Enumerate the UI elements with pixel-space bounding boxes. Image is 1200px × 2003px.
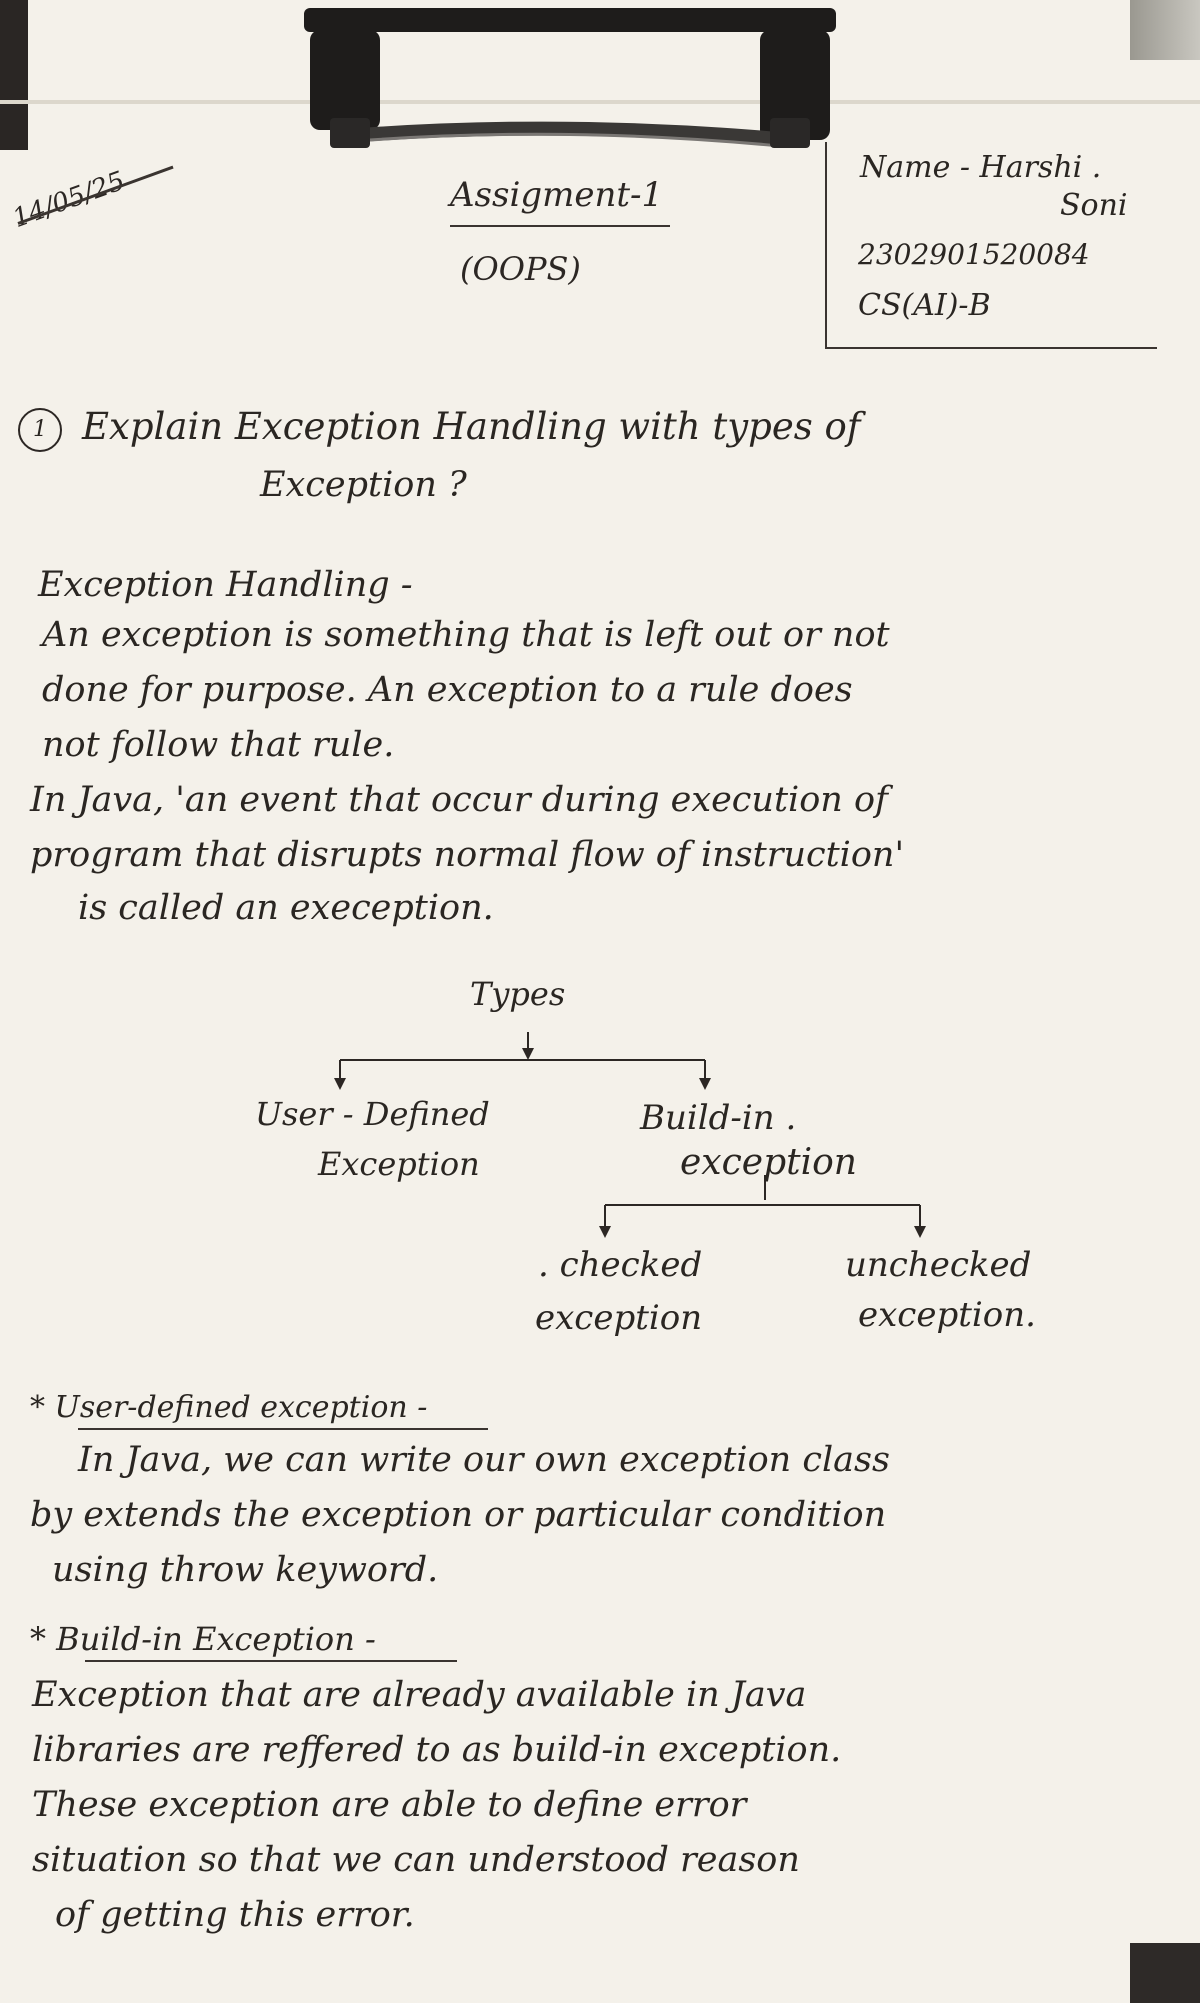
text-line: In Java, 'an event that occur during execution of xyxy=(30,780,888,820)
clipboard-clip-icon xyxy=(300,0,840,180)
question-line-2: Exception ? xyxy=(260,465,467,505)
question-line-1: Explain Exception Handling with types of xyxy=(82,405,861,448)
text-line: program that disrupts normal flow of instruction' xyxy=(30,835,905,875)
user-defined-heading-underline xyxy=(78,1428,488,1430)
node-build-in: Build-in . xyxy=(640,1098,797,1138)
node-build-in-exception: exception xyxy=(680,1142,857,1183)
text-line: Exception that are already available in Java xyxy=(32,1675,807,1715)
build-in-heading: * Build-in Exception - xyxy=(30,1620,376,1658)
background-edge xyxy=(1130,0,1200,60)
diagram-root: Types xyxy=(470,975,566,1013)
user-defined-heading: * User-defined exception - xyxy=(30,1390,428,1425)
background-shadow xyxy=(0,0,28,150)
node-checked: . checked xyxy=(538,1245,703,1285)
text-line: done for purpose. An exception to a rule does xyxy=(42,670,853,710)
text-line: libraries are reffered to as build-in exception. xyxy=(32,1730,842,1770)
text-line: In Java, we can write our own exception class xyxy=(78,1440,890,1480)
question-number: 1 xyxy=(18,408,62,452)
text-line: is called an exeception. xyxy=(78,888,494,928)
background-shadow-bottom xyxy=(1130,1943,1200,2003)
assignment-subject: (OOPS) xyxy=(460,250,581,288)
node-user-defined: User - Defined xyxy=(255,1095,490,1133)
build-in-heading-underline xyxy=(85,1660,457,1662)
text-line: using throw keyword. xyxy=(52,1550,439,1590)
text-line: of getting this error. xyxy=(55,1895,415,1935)
text-line: by extends the exception or particular condition xyxy=(30,1495,887,1535)
node-unchecked: unchecked xyxy=(845,1245,1032,1285)
text-line: not follow that rule. xyxy=(42,725,395,765)
section-text: CS(AI)-B xyxy=(858,288,991,323)
date-text: 14/05/25 xyxy=(8,165,129,235)
node-user-defined-exception: Exception xyxy=(318,1145,480,1183)
student-surname: Soni xyxy=(1060,188,1128,223)
node-unchecked-exception: exception. xyxy=(858,1295,1036,1335)
assignment-title: Assigment-1 xyxy=(450,175,664,215)
exception-handling-heading: Exception Handling - xyxy=(38,565,413,605)
title-underline xyxy=(450,225,670,227)
student-name: Name - Harshi . xyxy=(860,150,1102,185)
text-line: These exception are able to define error xyxy=(32,1785,747,1825)
roll-number: 2302901520084 xyxy=(858,238,1090,271)
node-checked-exception: exception xyxy=(535,1298,703,1338)
text-line: situation so that we can understood reason xyxy=(32,1840,800,1880)
text-line: An exception is something that is left out or not xyxy=(42,615,890,655)
